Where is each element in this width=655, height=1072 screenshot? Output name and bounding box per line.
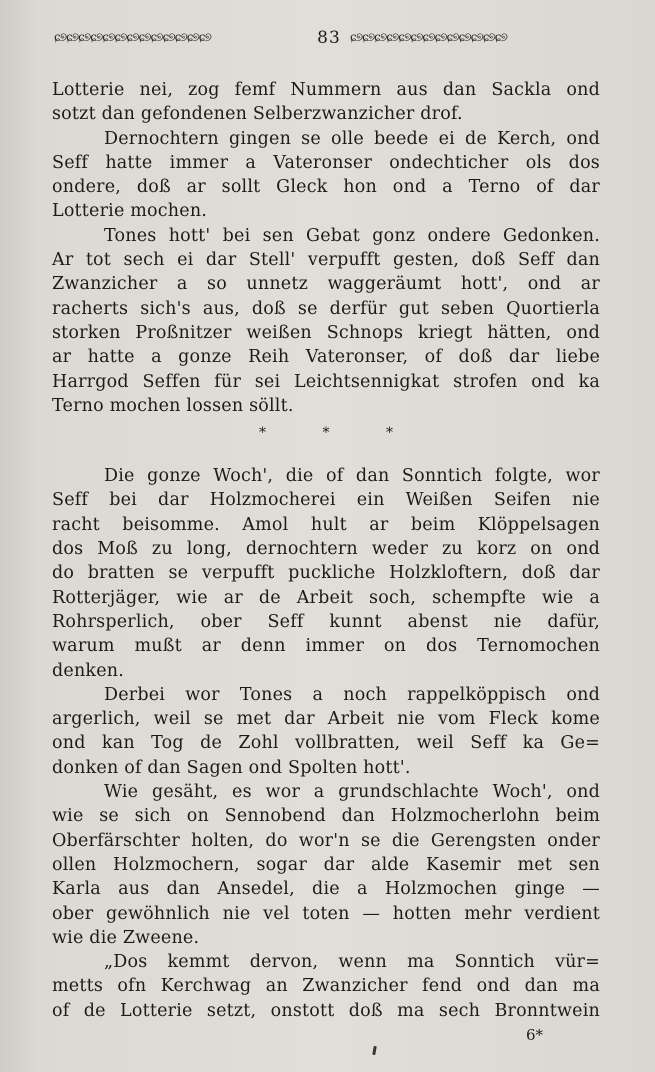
text-line: dos Moß zu long, dernochtern weder zu korz on ond: [52, 539, 600, 560]
text-line: ar hatte a gonze Reih Vateronser, of doß dar liebe: [52, 347, 600, 368]
ink-blot: [372, 1046, 377, 1055]
section-break-stars: * * *: [259, 425, 419, 442]
text-line: donken of dan Sagen ond Spolten hott'.: [52, 757, 411, 778]
text-line: Dernochtern gingen se olle beede ei de Kerch, ond: [104, 128, 600, 149]
text-line: ollen Holzmochern, sogar dar alde Kasemir met sen: [52, 854, 600, 875]
text-line: Seff hatte immer a Vateronser ondechticher ols dos: [52, 152, 600, 173]
text-line: Terno mochen lossen söllt.: [52, 395, 294, 416]
text-line: wie die Zweene.: [52, 927, 200, 948]
text-line: sotzt dan gefondenen Selberzwanzicher drof.: [52, 104, 463, 125]
running-header: [54, 28, 600, 48]
text-line: ober gewöhnlich nie vel toten — hotten mehr verdient: [52, 903, 600, 924]
text-line: of de Lotterie setzt, onstott doß ma sech Bronntwein: [52, 1000, 600, 1021]
text-line: Seff bei dar Holzmocherei ein Weißen Seifen nie: [52, 490, 600, 511]
text-line: denken.: [52, 660, 125, 681]
text-line: Die gonze Woch', die of dan Sonntich folgte, wor: [104, 466, 600, 487]
text-line: Rohrsperlich, ober Seff kunnt abenst nie dafür,: [52, 611, 600, 632]
text-line: Ar tot sech ei dar Stell' verpufft gesten, doß Seff dan: [52, 250, 600, 271]
text-line: storken Proßnitzer weißen Schnops kriegt hätten, ond: [52, 322, 600, 343]
text-line: ondere, doß ar sollt Gleck hon ond a Terno of dar: [52, 177, 600, 198]
header-ornament-left: ɕ୭ɕ୭ɕ୭ɕ୭ɕ୭ɕ୭ɕ୭ɕ୭ɕ୭ɕ୭ɕ୭ɕ୭ɕ୭: [54, 30, 211, 44]
text-line: Oberfärschter holten, do wor'n se die Gerengsten onder: [52, 830, 600, 851]
text-line: Lotterie nei, zog femf Nummern aus dan Sackla ond: [52, 80, 600, 100]
text-line: warum mußt ar denn immer on dos Ternomochen: [52, 636, 600, 657]
text-line: metts ofn Kerchwag an Zwanzicher fend ond dan ma: [52, 976, 600, 997]
text-line: Rotterjäger, wie ar de Arbeit soch, schempfte wie a: [52, 587, 600, 608]
header-ornament-right: ɕ୭ɕ୭ɕ୭ɕ୭ɕ୭ɕ୭ɕ୭ɕ୭ɕ୭ɕ୭ɕ୭ɕ୭ɕ୭: [350, 30, 507, 44]
text-line: Tones hott' bei sen Gebat gonz ondere Gedonken.: [104, 225, 600, 246]
section-gap: [52, 454, 600, 464]
text-line: wie se sich on Sennobend dan Holzmocherlohn beim: [52, 806, 600, 827]
text-line: Karla aus dan Ansedel, die a Holzmochen ginge —: [52, 879, 600, 900]
page-number: 83: [317, 28, 341, 48]
body-text: [52, 78, 600, 1023]
text-line: Harrgod Seffen für sei Leichtsennigkat strofen ond ka: [52, 371, 600, 392]
text-line: do bratten se verpufft puckliche Holzkloftern, doß dar: [52, 563, 600, 584]
text-line: Lotterie mochen.: [52, 201, 208, 222]
text-line: Zwanzicher a so unnetz waggeräumt hott', ond ar: [52, 274, 600, 295]
text-line: argerlich, weil se met dar Arbeit nie vom Fleck kome: [52, 709, 600, 730]
text-line: racht beisomme. Amol hult ar beim Klöppelsagen: [52, 514, 600, 535]
text-line: racherts sich's aus, doß se derfür gut seben Quortierla: [52, 298, 600, 319]
text-line: „Dos kemmt dervon, wenn ma Sonntich vür=: [104, 952, 600, 973]
text-line: ond kan Tog de Zohl vollbratten, weil Seff ka Ge=: [52, 733, 600, 754]
text-line: Derbei wor Tones a noch rappelköppisch ond: [104, 684, 600, 705]
text-line: Wie gesäht, es wor a grundschlachte Woch', ond: [104, 782, 600, 803]
signature-mark: 6*: [526, 1026, 544, 1044]
